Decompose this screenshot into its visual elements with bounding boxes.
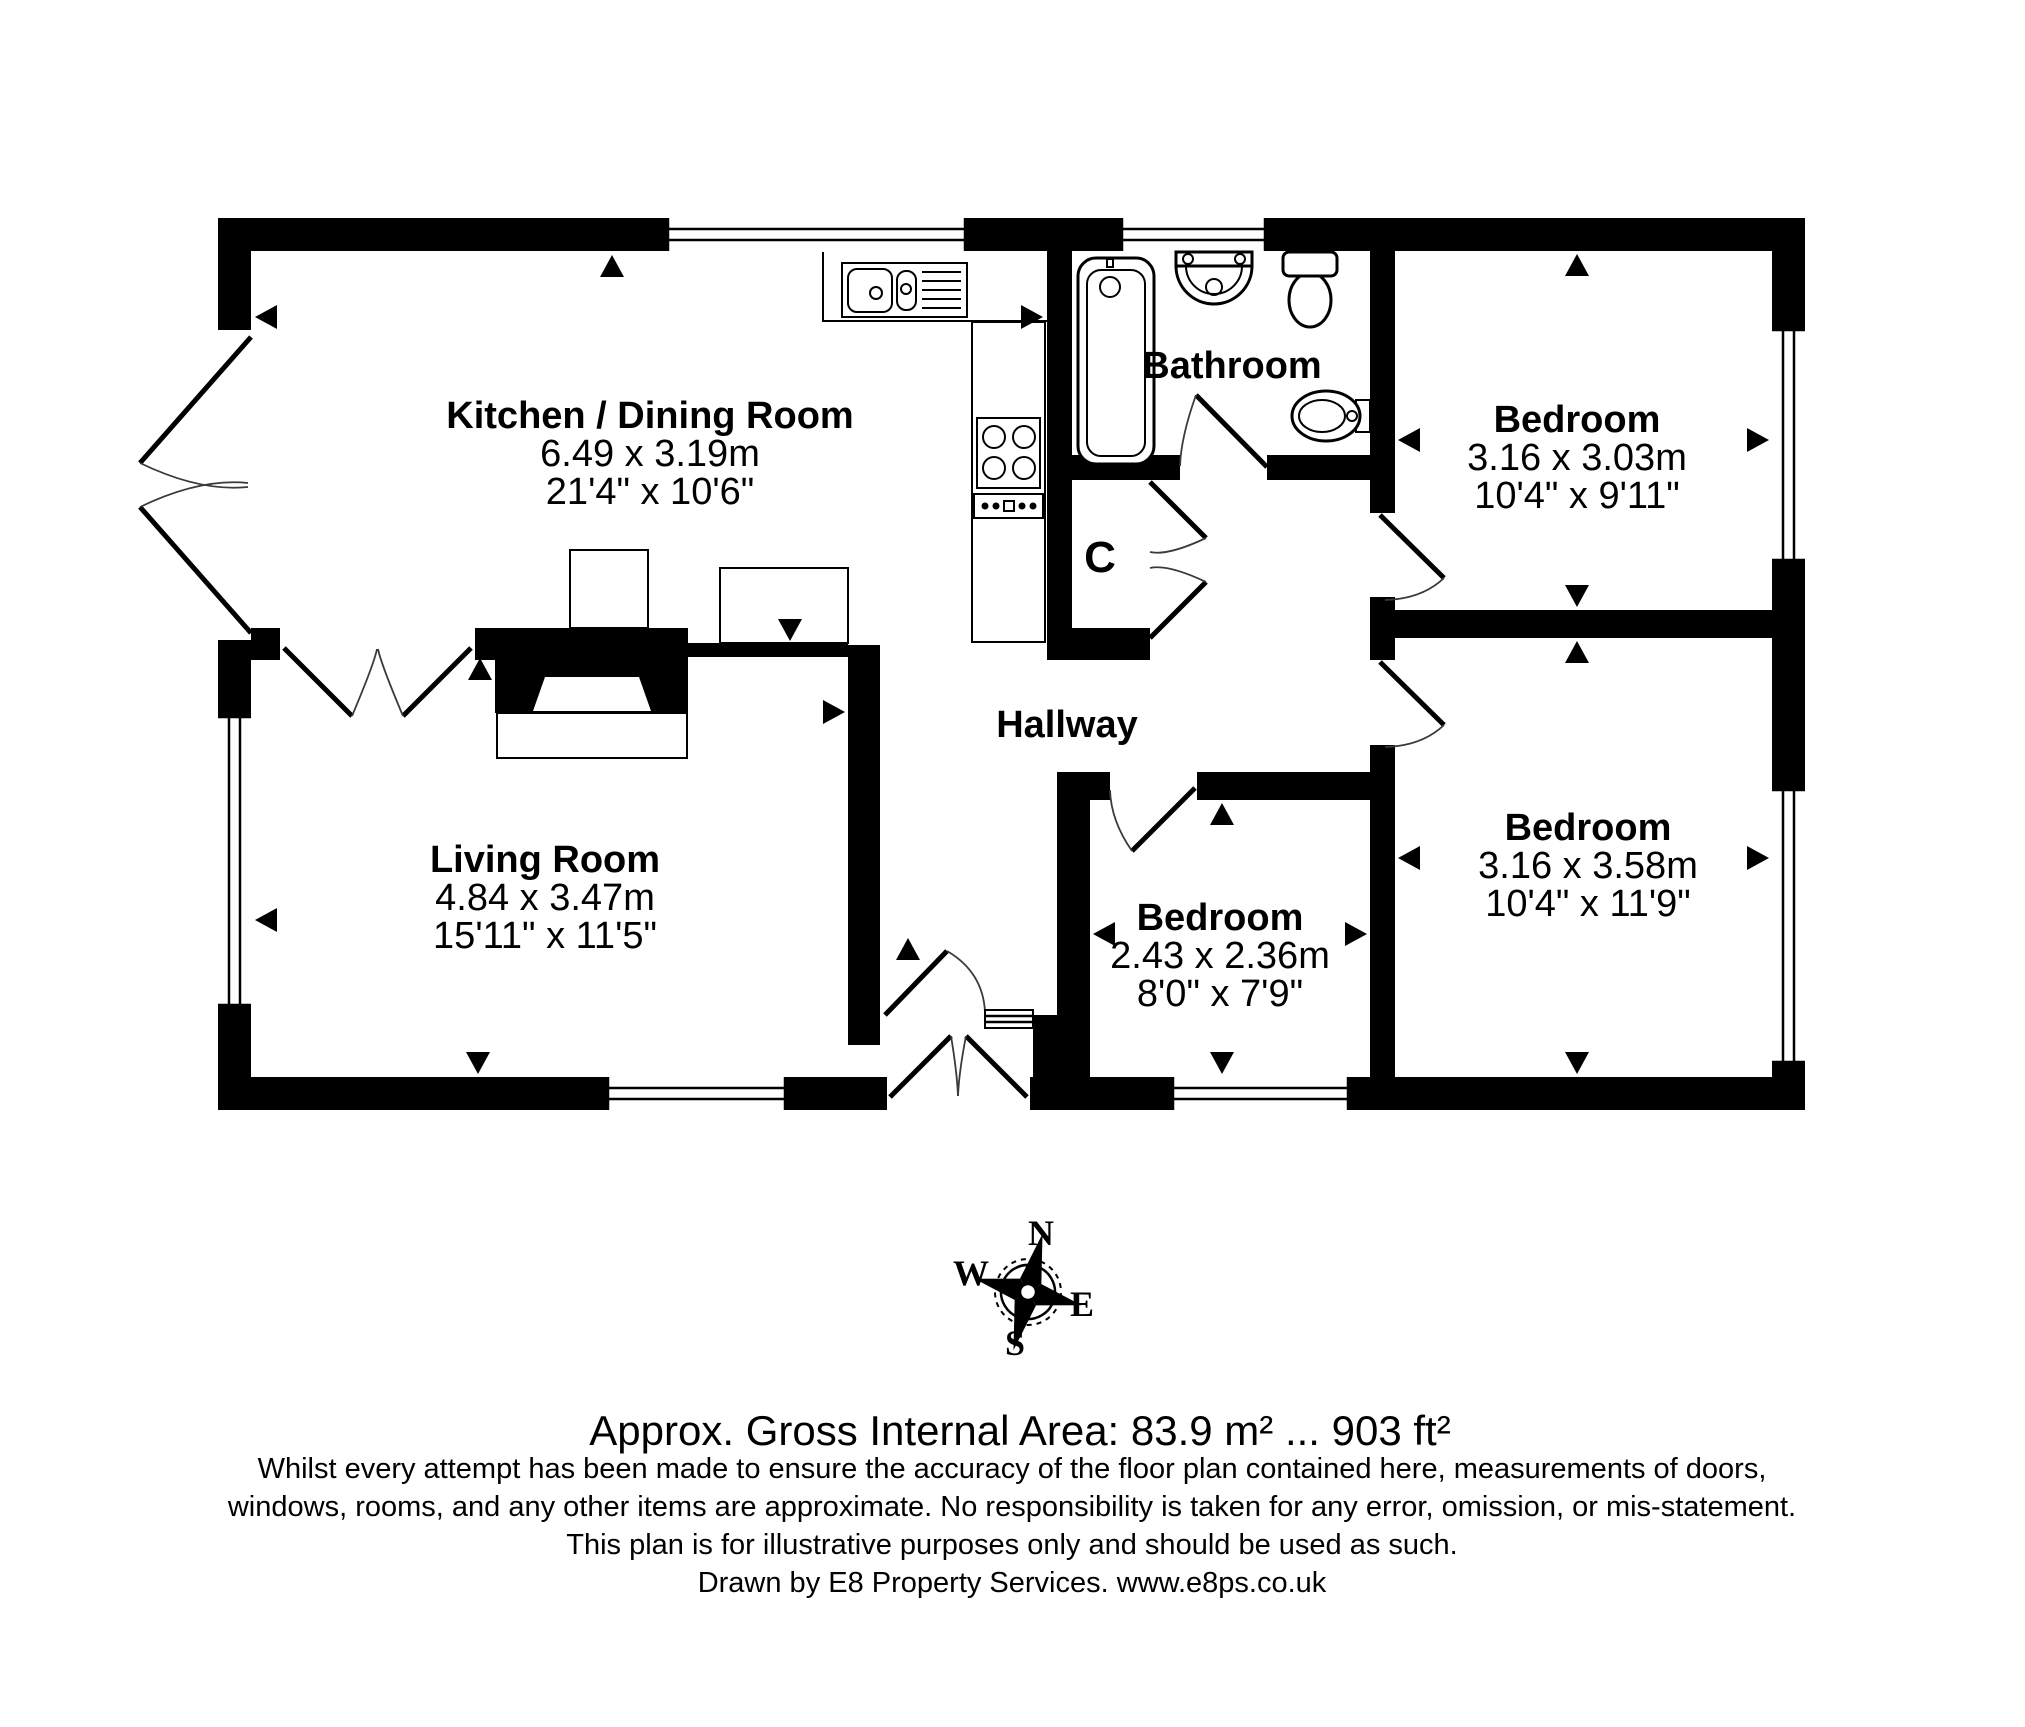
- kitchen-dim-imperial: 21'4" x 10'6": [545, 471, 755, 513]
- arrow-bed1-left: [1398, 428, 1420, 452]
- cupboard-doors: [1150, 482, 1206, 638]
- disclaimer-line-1: Whilst every attempt has been made to ensure the accuracy of the floor plan contained here, measurements of doors,: [257, 1453, 1767, 1485]
- bathroom-label: Bathroom: [1142, 345, 1322, 387]
- arrow-kitchen-down: [778, 619, 802, 641]
- window-bedroom2-right: [1772, 790, 1805, 1062]
- window-living-bottom: [608, 1077, 785, 1110]
- kitchen-label: Kitchen / Dining Room: [446, 395, 854, 437]
- bidet: [1292, 391, 1370, 441]
- bedroom2-label: Bedroom: [1504, 807, 1672, 849]
- hallway-label: Hallway: [996, 704, 1138, 746]
- arrow-kitchen-left: [255, 305, 277, 329]
- arrow-bed1-up: [1565, 254, 1589, 276]
- compass-e: E: [1069, 1284, 1095, 1324]
- living-dim-imperial: 15'11" x 11'5": [433, 915, 657, 957]
- arrow-living-left: [255, 908, 277, 932]
- double-doors-kitchen-living: [284, 648, 471, 716]
- arrow-bed3-right: [1345, 922, 1367, 946]
- bedroom1-door: [1380, 515, 1444, 600]
- footer: [227, 1407, 1796, 1599]
- compass-rose: [953, 1213, 1096, 1364]
- arrow-living-up: [468, 658, 492, 680]
- bedroom3-dim-metric: 2.43 x 2.36m: [1110, 935, 1330, 977]
- disclaimer-line-2: windows, rooms, and any other items are approximate. No responsibility is taken for any error, omission, or mis-statement.: [227, 1491, 1797, 1523]
- kitchen-dim-metric: 6.49 x 3.19m: [540, 433, 760, 475]
- hallway-entrance-door: [885, 951, 1033, 1028]
- arrow-bed1-down: [1565, 585, 1589, 607]
- porch-double-doors: [890, 1036, 1027, 1097]
- arrow-living-right: [823, 700, 845, 724]
- bedroom1-dim-metric: 3.16 x 3.03m: [1467, 437, 1687, 479]
- arrow-bed2-down: [1565, 1052, 1589, 1074]
- bathroom-door: [1180, 395, 1267, 467]
- window-bedroom1-right: [1772, 330, 1805, 560]
- bedroom3-dim-imperial: 8'0" x 7'9": [1136, 973, 1304, 1015]
- compass-n: N: [1028, 1213, 1054, 1253]
- window-bedroom3-bottom: [1173, 1077, 1348, 1110]
- arrow-bed2-right: [1747, 846, 1769, 870]
- arrow-bed2-up: [1565, 641, 1589, 663]
- oven-controls: [974, 494, 1043, 518]
- kitchen-unit-box-1: [570, 550, 648, 628]
- arrow-living-down: [466, 1052, 490, 1074]
- arrow-bed3-up: [1210, 803, 1234, 825]
- compass-w: W: [953, 1253, 989, 1293]
- bedroom2-door: [1380, 662, 1444, 747]
- living-dim-metric: 4.84 x 3.47m: [435, 877, 655, 919]
- living-label: Living Room: [429, 839, 661, 881]
- bedroom2-dim-imperial: 10'4" x 11'9": [1485, 883, 1691, 925]
- window-kitchen-top: [668, 218, 965, 251]
- bedroom3-label: Bedroom: [1136, 897, 1304, 939]
- arrow-bed3-down: [1210, 1052, 1234, 1074]
- gross-internal-area: Approx. Gross Internal Area: 83.9 m² ... 903 ft²: [589, 1407, 1451, 1454]
- bedroom3-door: [1110, 788, 1195, 851]
- bedroom1-dim-imperial: 10'4" x 9'11": [1474, 475, 1680, 517]
- french-doors-kitchen: [140, 337, 251, 633]
- arrow-kitchen-up: [600, 255, 624, 277]
- arrow-bed2-left: [1398, 846, 1420, 870]
- basin: [1176, 252, 1252, 304]
- kitchen-sink: [842, 263, 967, 317]
- toilet: [1283, 252, 1337, 327]
- kitchen-tall-unit: [972, 322, 1045, 642]
- arrow-kitchen-right: [1021, 305, 1043, 329]
- bedroom1-label: Bedroom: [1493, 399, 1661, 441]
- compass-s: S: [1004, 1323, 1026, 1363]
- arrow-hall-up: [896, 938, 920, 960]
- disclaimer-line-3: This plan is for illustrative purposes only and should be used as such.: [566, 1529, 1458, 1561]
- kitchen-unit-box-2: [720, 568, 848, 643]
- cupboard-label: C: [1084, 533, 1116, 582]
- hob: [977, 418, 1040, 488]
- arrow-bed1-right: [1747, 428, 1769, 452]
- disclaimer-line-4: Drawn by E8 Property Services. www.e8ps.co.uk: [697, 1567, 1327, 1599]
- window-living-left: [218, 717, 251, 1005]
- window-bathroom-top: [1122, 218, 1265, 251]
- bedroom2-dim-metric: 3.16 x 3.58m: [1478, 845, 1698, 887]
